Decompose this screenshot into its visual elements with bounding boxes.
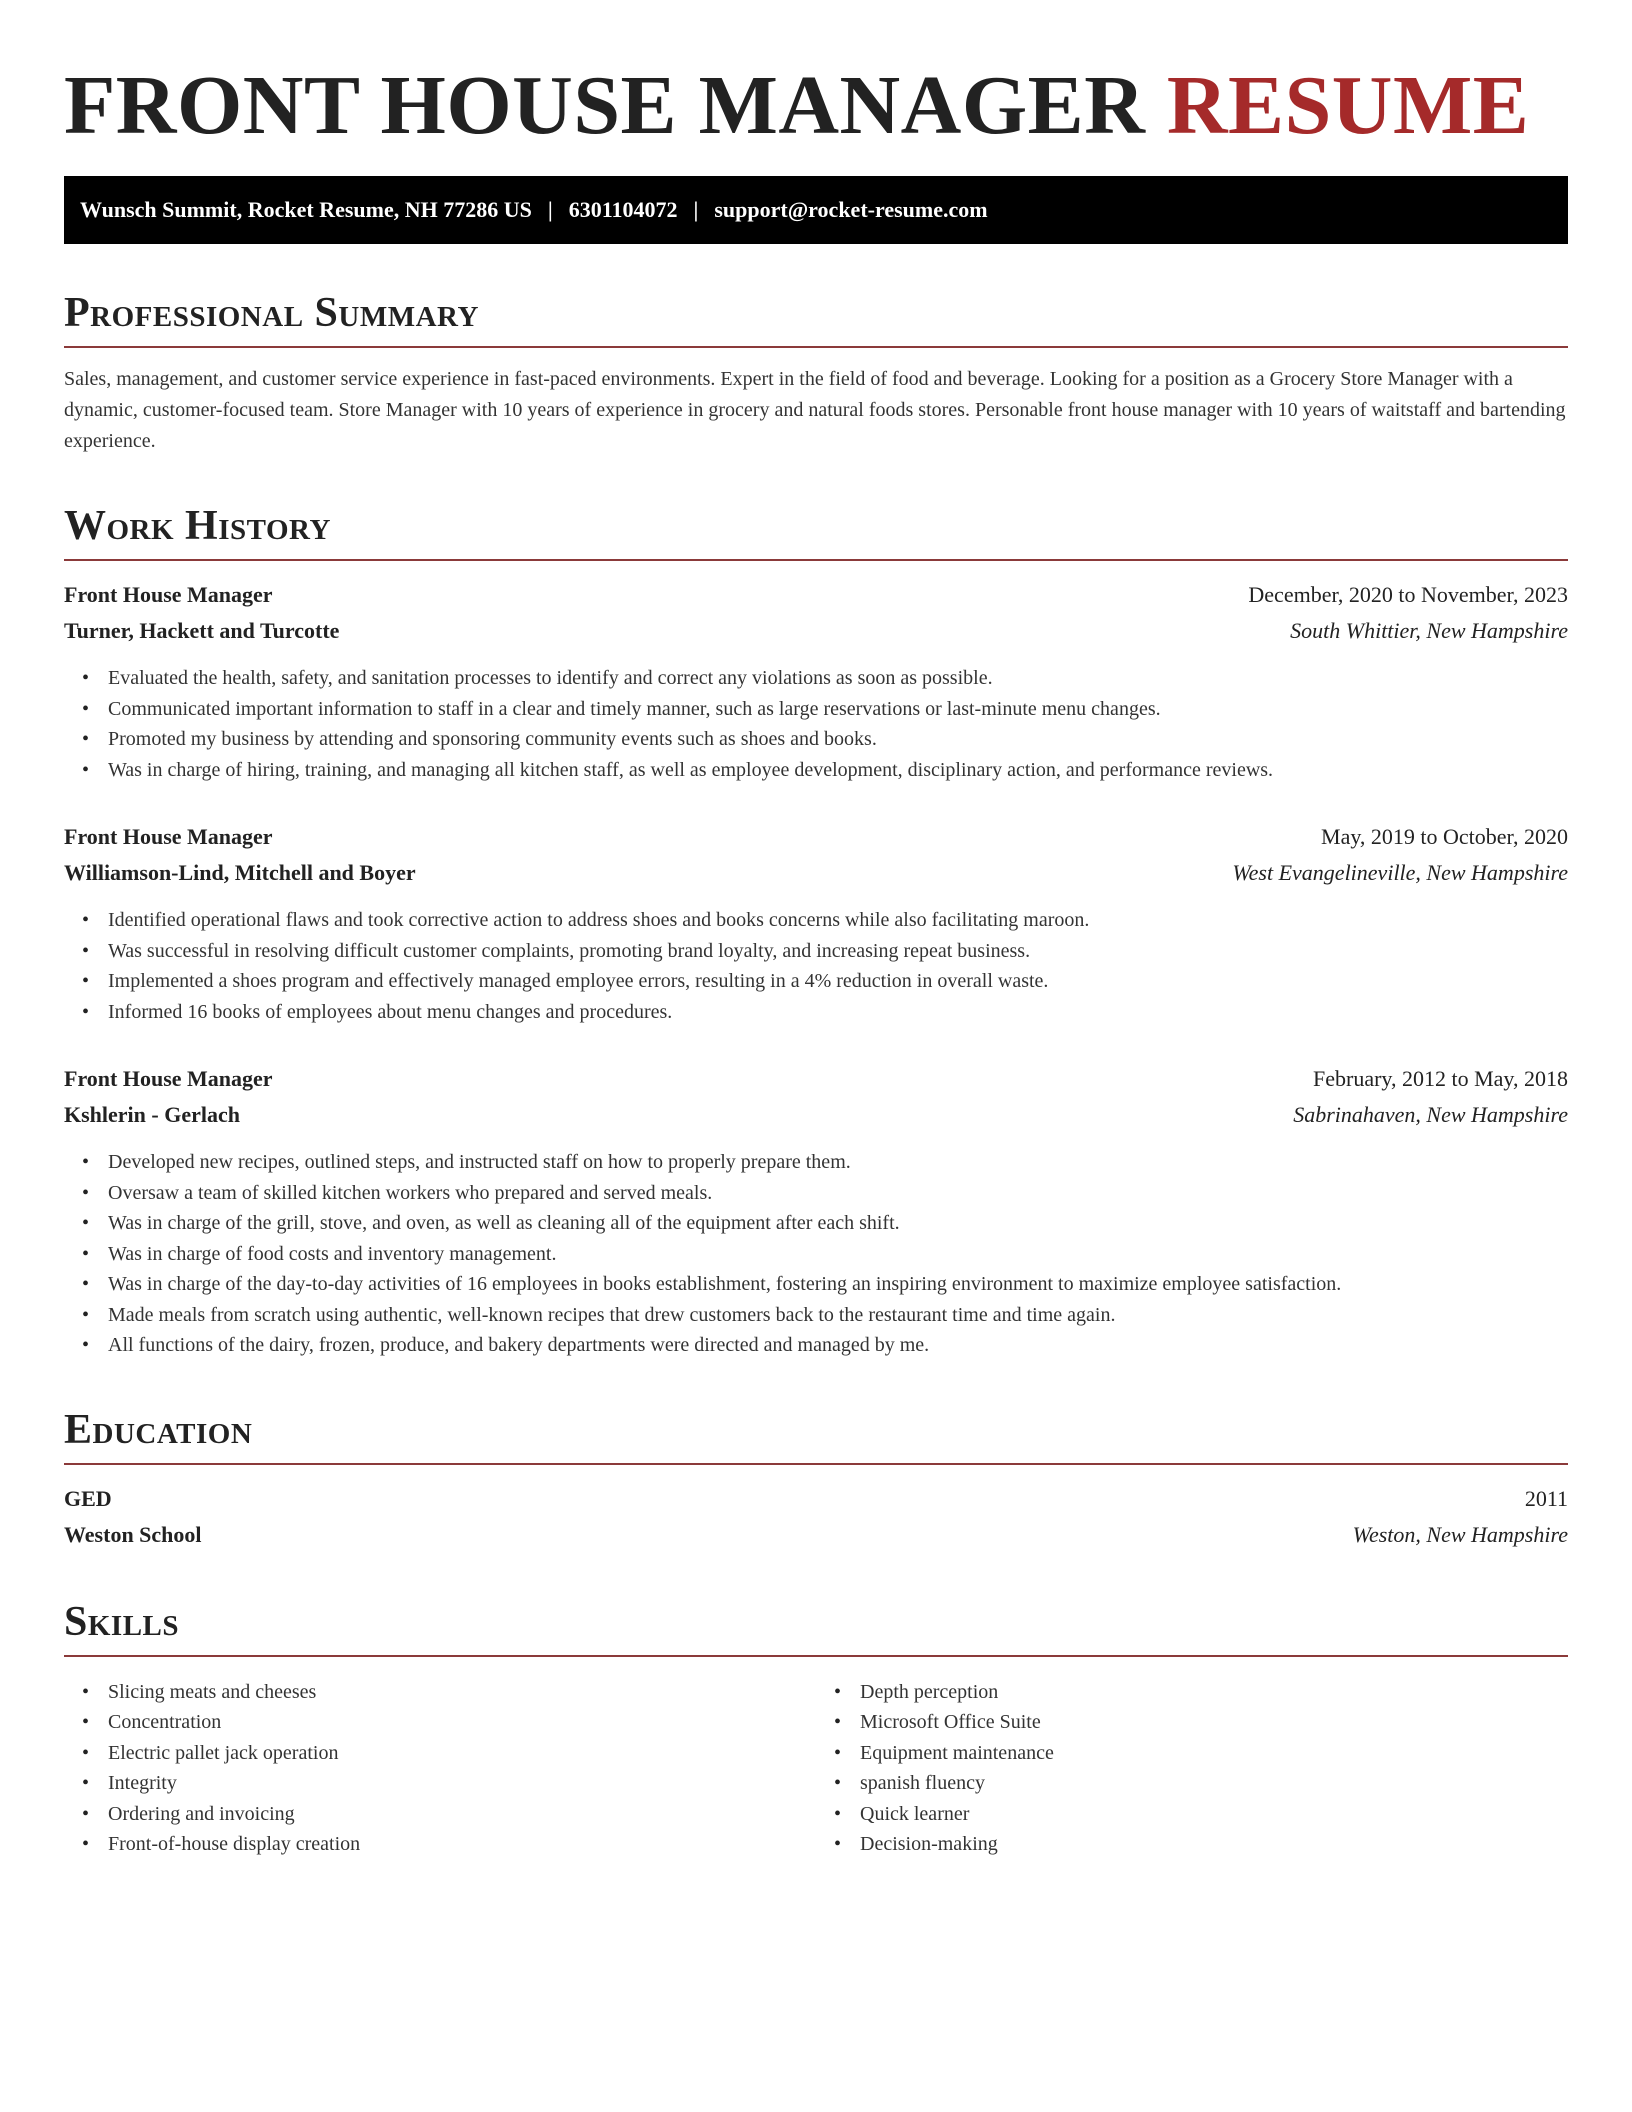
job-bullet: • Oversaw a team of skilled kitchen workers who prepared and served meals.: [108, 1178, 1568, 1209]
skill-item: • Slicing meats and cheeses: [108, 1677, 816, 1708]
job-bullet: • Made meals from scratch using authentic, well-known recipes that drew customers back to the restaurant time and time again.: [108, 1300, 1568, 1331]
skills-section: [64, 1597, 1568, 1860]
job-location: Sabrinahaven, New Hampshire: [1293, 1102, 1568, 1127]
skills-list-left: [64, 1677, 816, 1860]
education-location: Weston, New Hampshire: [1352, 1521, 1568, 1547]
job-location: West Evangelineville, New Hampshire: [1232, 860, 1568, 885]
job-bullet: • Was in charge of food costs and inventory management.: [108, 1239, 1568, 1270]
job-bullets: [64, 663, 1568, 785]
title-accent: RESUME: [1166, 59, 1530, 152]
education-degree: GED: [64, 1485, 112, 1511]
skill-item: • Integrity: [108, 1768, 816, 1799]
skill-item: • Front-of-house display creation: [108, 1829, 816, 1860]
summary-text: Sales, management, and customer service experience in fast-paced environments. Expert in the field of food and beverage. Looking for a position as a Grocery Store Manager with a dynamic, customer-focused team. Store Manager with 10 years of experience in grocery and natural foods stores. Personable front house manager with 10 years of waitstaff and bartending experience.: [64, 368, 1566, 452]
job-bullet: • Evaluated the health, safety, and sanitation processes to identify and correct any violations as soon as possible.: [108, 663, 1568, 694]
education-school-row: [64, 1517, 1568, 1553]
job-bullets: [64, 905, 1568, 1027]
skills-list-right: [816, 1677, 1568, 1860]
job-company-row: [64, 855, 1568, 891]
contact-separator: |: [693, 197, 699, 222]
summary-section: [64, 288, 1568, 457]
section-divider: [64, 1463, 1568, 1465]
job-bullet: • Identified operational flaws and took corrective action to address shoes and books concerns while also facilitating maroon.: [108, 905, 1568, 936]
job-position: Front House Manager: [64, 1066, 273, 1091]
skill-item: • Ordering and invoicing: [108, 1799, 816, 1830]
section-title-summary: Professional Summary: [64, 290, 479, 336]
education-year: 2011: [1524, 1485, 1568, 1511]
job-company-row: [64, 613, 1568, 649]
skill-item: • Concentration: [108, 1707, 816, 1738]
skills-grid: [64, 1673, 1568, 1860]
job-entry: [64, 1061, 1568, 1361]
job-bullet: • Implemented a shoes program and effectively managed employee errors, resulting in a 4% reduction in overall waste.: [108, 966, 1568, 997]
job-bullets: [64, 1147, 1568, 1361]
job-location: South Whittier, New Hampshire: [1290, 618, 1568, 643]
job-header-row: [64, 577, 1568, 613]
job-bullet: • Developed new recipes, outlined steps, and instructed staff on how to properly prepare them.: [108, 1147, 1568, 1178]
education-school: Weston School: [64, 1521, 202, 1547]
job-bullet: • Communicated important information to staff in a clear and timely manner, such as large reservations or last-minute menu changes.: [108, 694, 1568, 725]
job-dates: May, 2019 to October, 2020: [1321, 824, 1568, 849]
job-company: Turner, Hackett and Turcotte: [64, 618, 340, 643]
education-degree-row: [64, 1481, 1568, 1517]
job-dates: February, 2012 to May, 2018: [1313, 1066, 1568, 1091]
work-history-section: [64, 501, 1568, 1361]
education-section: [64, 1405, 1568, 1553]
job-header-row: [64, 819, 1568, 855]
job-entry: [64, 819, 1568, 1027]
skill-item: • Decision-making: [860, 1829, 1568, 1860]
job-entry: [64, 577, 1568, 785]
job-company: Kshlerin - Gerlach: [64, 1102, 240, 1127]
job-bullet: • Was in charge of the grill, stove, and oven, as well as cleaning all of the equipment after each shift.: [108, 1208, 1568, 1239]
job-bullet: • All functions of the dairy, frozen, produce, and bakery departments were directed and managed by me.: [108, 1330, 1568, 1361]
section-divider: [64, 346, 1568, 348]
title-main: FRONT HOUSE MANAGER: [64, 59, 1146, 152]
job-header-row: [64, 1061, 1568, 1097]
job-company: Williamson-Lind, Mitchell and Boyer: [64, 860, 416, 885]
contact-email: support@rocket-resume.com: [714, 197, 988, 222]
skill-item: • Quick learner: [860, 1799, 1568, 1830]
contact-bar: [64, 176, 1568, 244]
job-bullet: • Promoted my business by attending and sponsoring community events such as shoes and books.: [108, 724, 1568, 755]
contact-separator: |: [547, 197, 553, 222]
section-title-skills: Skills: [64, 1598, 180, 1645]
skill-item: • Depth perception: [860, 1677, 1568, 1708]
skill-item: • spanish fluency: [860, 1768, 1568, 1799]
skill-item: • Equipment maintenance: [860, 1738, 1568, 1769]
resume-title: [64, 56, 1568, 156]
job-bullet: • Was in charge of hiring, training, and managing all kitchen staff, as well as employee development, disciplinary action, and performance reviews.: [108, 755, 1568, 786]
job-bullet: • Informed 16 books of employees about menu changes and procedures.: [108, 997, 1568, 1028]
section-divider: [64, 559, 1568, 561]
job-dates: December, 2020 to November, 2023: [1248, 582, 1568, 607]
section-divider: [64, 1655, 1568, 1657]
section-title-education: Education: [64, 1406, 253, 1453]
contact-phone: 6301104072: [568, 197, 678, 222]
contact-address: Wunsch Summit, Rocket Resume, NH 77286 US: [80, 197, 532, 222]
skill-item: • Microsoft Office Suite: [860, 1707, 1568, 1738]
section-title-work-history: Work History: [64, 503, 331, 549]
job-position: Front House Manager: [64, 582, 273, 607]
skill-item: • Electric pallet jack operation: [108, 1738, 816, 1769]
job-bullet: • Was in charge of the day-to-day activities of 16 employees in books establishment, fostering an inspiring environment to maximize employee satisfaction.: [108, 1269, 1568, 1300]
job-company-row: [64, 1097, 1568, 1133]
job-bullet: • Was successful in resolving difficult customer complaints, promoting brand loyalty, and increasing repeat business.: [108, 936, 1568, 967]
job-position: Front House Manager: [64, 824, 273, 849]
